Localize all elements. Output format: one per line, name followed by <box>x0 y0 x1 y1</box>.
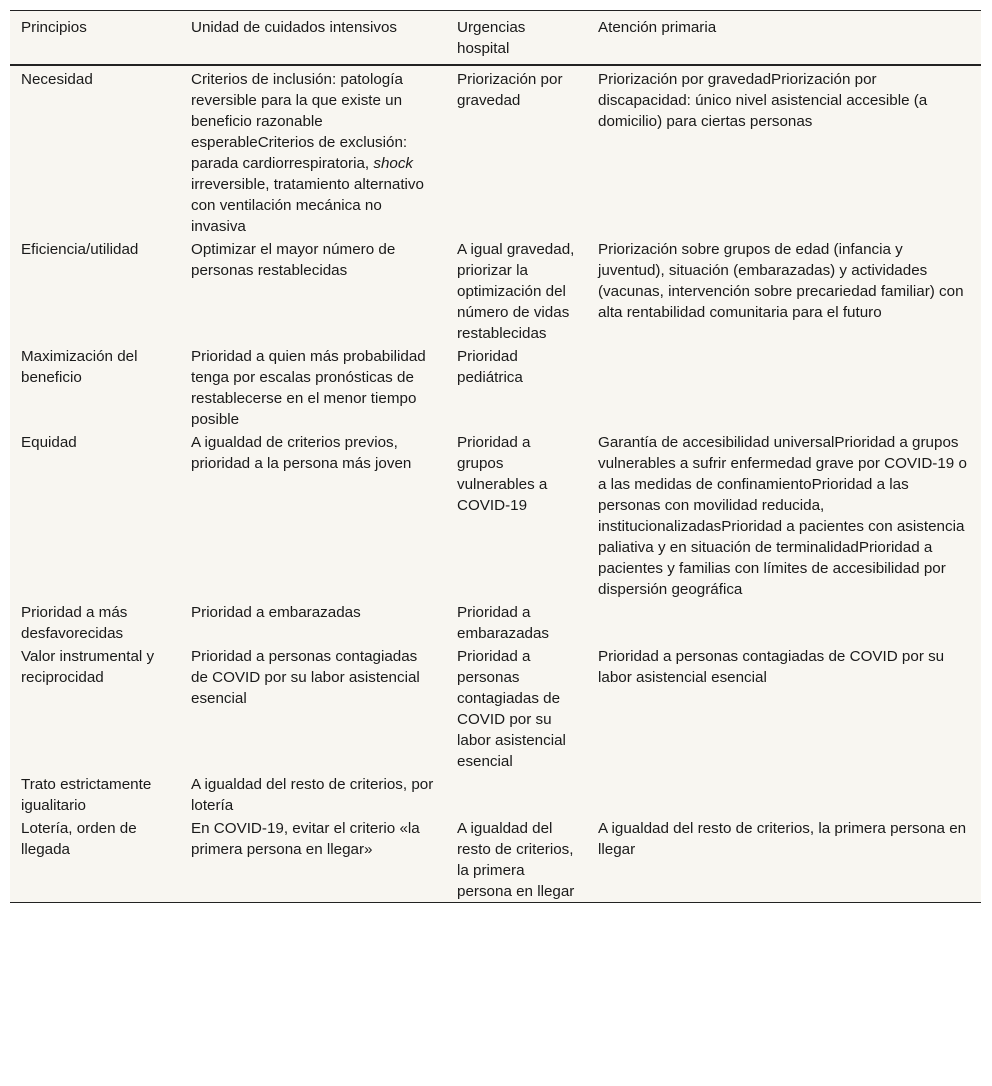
table-row <box>10 600 981 644</box>
header-urgencias: Urgencias hospital <box>446 11 587 66</box>
principles-table <box>10 10 981 903</box>
cell-urgencias: Prioridad a grupos vulnerables a COVID-19 <box>457 434 548 514</box>
cell-urgencias: Prioridad pediátrica <box>457 348 523 386</box>
cell-uci: Prioridad a quien más probabilidad tenga por escalas pronósticas de restablecerse en el menor tiempo posible <box>191 348 426 428</box>
header-atencion-primaria: Atención primaria <box>587 11 981 66</box>
cell-uci: Prioridad a embarazadas <box>191 604 361 621</box>
cell-urgencias: A igualdad del resto de criterios, la primera persona en llegar <box>446 816 587 903</box>
cell-principle: Prioridad a más desfavorecidas <box>21 604 128 642</box>
cell-urgencias: Prioridad a embarazadas <box>457 604 550 642</box>
table-row <box>10 644 981 772</box>
cell-urgencias: Prioridad a personas contagiadas de COVID por su labor asistencial esencial <box>457 648 566 770</box>
cell-atencion-primaria <box>587 600 981 644</box>
table-row <box>10 344 981 430</box>
cell-atencion-primaria: Garantía de accesibilidad universalPrioridad a grupos vulnerables a sufrir enfermedad grave por COVID-19 o a las medidas de confinamientoPrioridad a las personas con movilidad reducida, institucionalizadasPrioridad a pacientes con asistencia paliativa y en situación de terminalidadPrioridad a pacientes y familias con límites de accesibilidad por dispersión geográfica <box>598 434 967 598</box>
cell-uci: Optimizar el mayor número de personas restablecidas <box>191 241 396 279</box>
cell-atencion-primaria: Prioridad a personas contagiadas de COVID por su labor asistencial esencial <box>598 648 945 686</box>
cell-atencion-primaria: A igualdad del resto de criterios, la primera persona en llegar <box>587 816 981 903</box>
cell-atencion-primaria <box>587 344 981 430</box>
table-header <box>10 11 981 66</box>
header-uci: Unidad de cuidados intensivos <box>180 11 446 66</box>
cell-uci-text: Criterios de inclusión: patología reversible para la que existe un beneficio razonable esperableCriterios de exclusión: parada cardiorrespiratoria, <box>191 71 408 172</box>
principles-table-container <box>10 10 981 903</box>
table-row <box>10 237 981 344</box>
cell-uci-text-end: irreversible, tratamiento alternativo con ventilación mecánica no invasiva <box>191 176 424 235</box>
cell-urgencias: A igual gravedad, priorizar la optimización del número de vidas restablecidas <box>457 241 575 342</box>
cell-principle: Valor instrumental y reciprocidad <box>21 648 155 686</box>
table-body <box>10 65 981 903</box>
cell-principle: Eficiencia/utilidad <box>21 241 139 258</box>
table-row <box>10 816 981 903</box>
cell-uci: A igualdad de criterios previos, prioridad a la persona más joven <box>191 434 412 472</box>
cell-uci <box>180 65 446 237</box>
table-row <box>10 772 981 816</box>
cell-uci-italic: shock <box>373 155 414 172</box>
cell-uci: En COVID-19, evitar el criterio «la primera persona en llegar» <box>180 816 446 903</box>
cell-atencion-primaria: Priorización sobre grupos de edad (infancia y juventud), situación (embarazadas) y actividades (vacunas, intervención sobre precariedad familiar) con alta rentabilidad comunitaria para el futuro <box>598 241 964 321</box>
header-principios: Principios <box>10 11 180 66</box>
cell-principle: Lotería, orden de llegada <box>10 816 180 903</box>
cell-principle: Trato estrictamente igualitario <box>21 776 152 814</box>
cell-uci: A igualdad del resto de criterios, por lotería <box>191 776 434 814</box>
cell-uci: Prioridad a personas contagiadas de COVID por su labor asistencial esencial <box>191 648 420 707</box>
cell-atencion-primaria: Priorización por gravedadPriorización por discapacidad: único nivel asistencial accesible (a domicilio) para ciertas personas <box>598 71 928 130</box>
header-row <box>10 11 981 66</box>
table-row <box>10 65 981 237</box>
cell-atencion-primaria <box>587 772 981 816</box>
cell-principle: Equidad <box>21 434 77 451</box>
cell-principle: Maximización del beneficio <box>21 348 138 386</box>
cell-principle: Necesidad <box>21 71 93 88</box>
cell-urgencias <box>446 772 587 816</box>
cell-urgencias: Priorización por gravedad <box>457 71 563 109</box>
table-row <box>10 430 981 600</box>
